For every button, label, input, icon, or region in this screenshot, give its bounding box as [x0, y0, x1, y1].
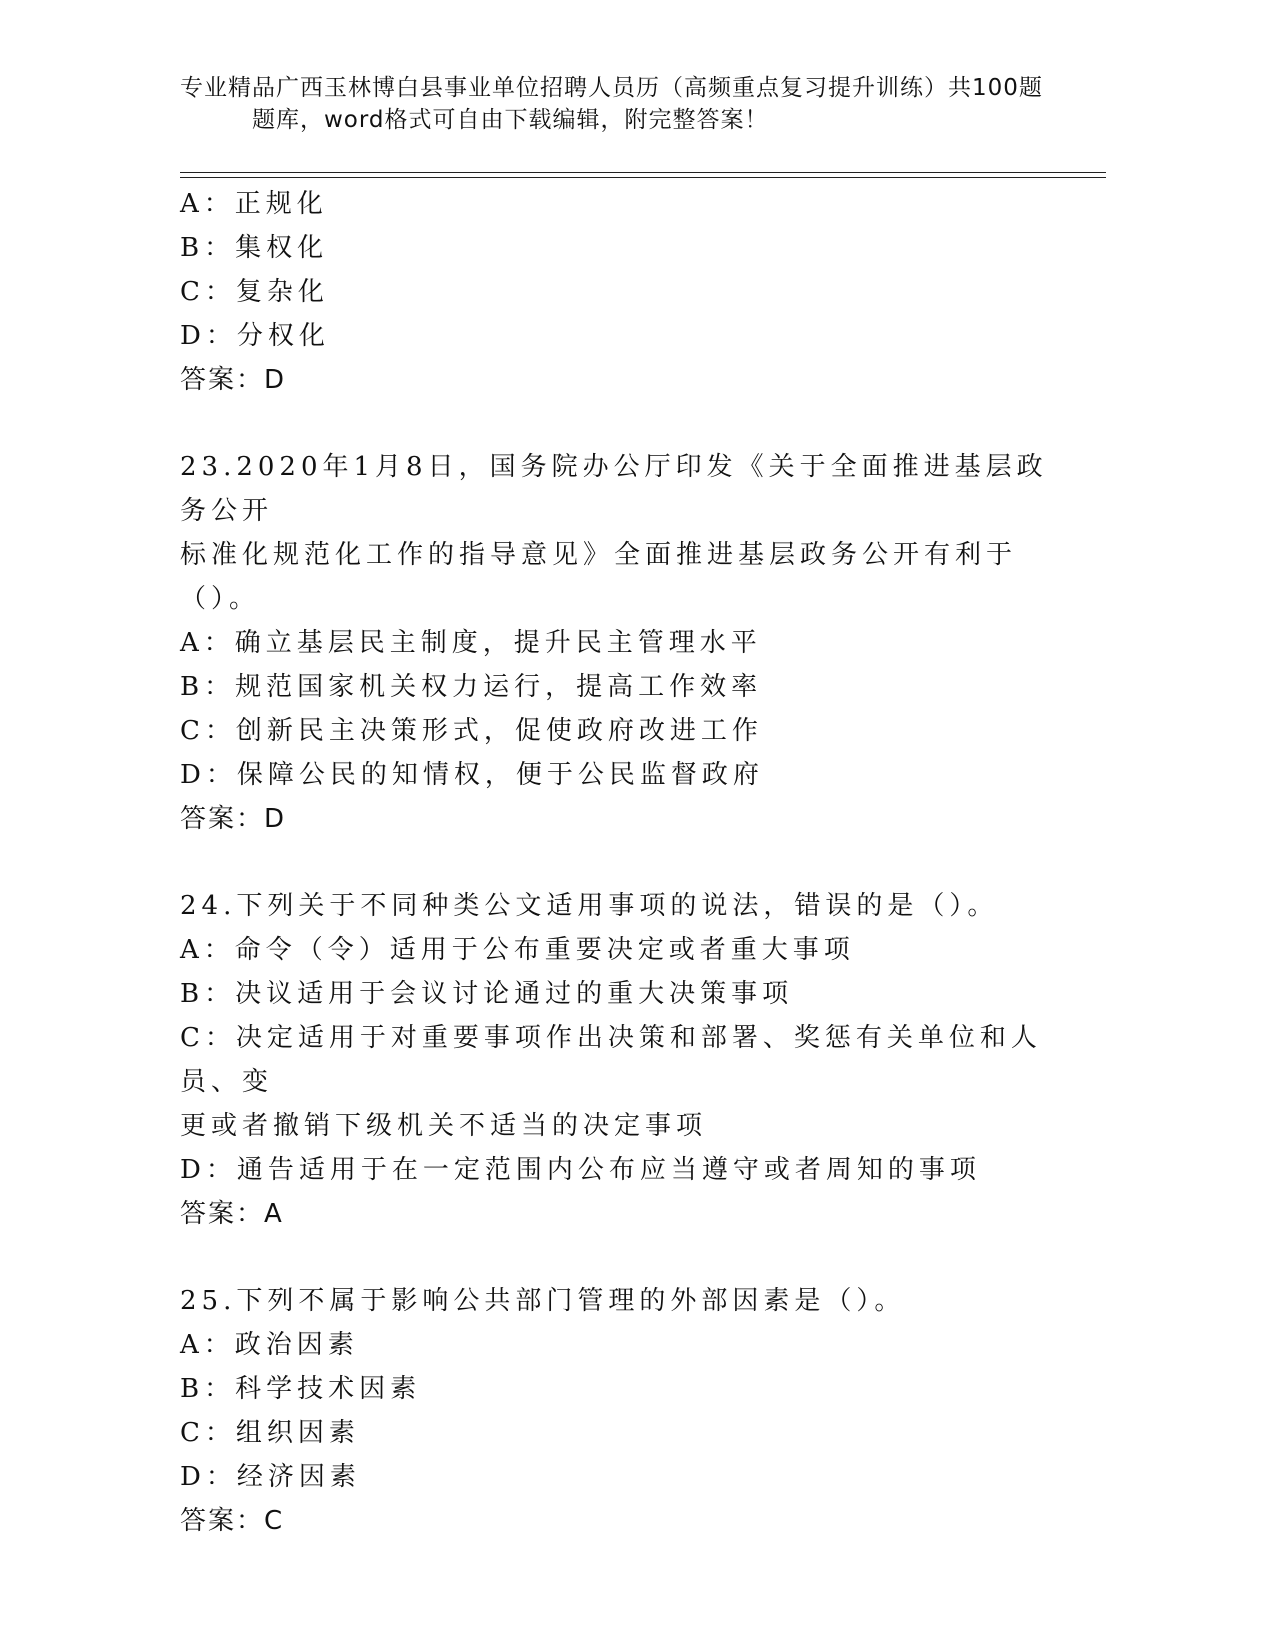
question-24	[180, 884, 1060, 1236]
question-22-tail	[180, 182, 1060, 402]
option-d: D：保障公民的知情权，便于公民监督政府	[180, 760, 764, 790]
question-stem-continued: 标准化规范化工作的指导意见》全面推进基层政务公开有利于（）。	[180, 540, 1018, 614]
document-header	[180, 72, 1100, 136]
header-title-line-1: 专业精品广西玉林博白县事业单位招聘人员历（高频重点复习提升训练）共100题	[180, 75, 1043, 101]
spacer	[180, 841, 1060, 884]
option-b: B：集权化	[180, 233, 329, 263]
option-c: C：组织因素	[180, 1418, 360, 1448]
document-body	[180, 182, 1060, 1543]
option-b: B：科学技术因素	[180, 1374, 422, 1404]
option-c: C：复杂化	[180, 277, 329, 307]
question-23	[180, 445, 1060, 841]
option-b: B：决议适用于会议讨论通过的重大决策事项	[180, 979, 794, 1009]
option-a: A：命令（令）适用于公布重要决定或者重大事项	[180, 935, 855, 965]
option-c: C：创新民主决策形式，促使政府改进工作	[180, 716, 763, 746]
option-d: D：分权化	[180, 321, 330, 351]
option-d: D：经济因素	[180, 1462, 361, 1492]
option-a: A：正规化	[180, 189, 328, 219]
option-d: D：通告适用于在一定范围内公布应当遵守或者周知的事项	[180, 1155, 981, 1185]
spacer	[180, 1236, 1060, 1279]
option-c: C：决定适用于对重要事项作出决策和部署、奖惩有关单位和人员、变	[180, 1023, 1042, 1097]
option-b: B：规范国家机关权力运行，提高工作效率	[180, 672, 763, 702]
answer-line: 答案：C	[180, 1506, 285, 1536]
question-25	[180, 1279, 1060, 1543]
answer-line: 答案：A	[180, 1199, 284, 1229]
option-a: A：确立基层民主制度，提升民主管理水平	[180, 628, 762, 658]
spacer	[180, 402, 1060, 445]
question-stem: 25.下列不属于影响公共部门管理的外部因素是（）。	[180, 1286, 906, 1316]
answer-line: 答案：D	[180, 804, 287, 834]
question-stem: 23.2020年1月8日，国务院办公厅印发《关于全面推进基层政务公开	[180, 452, 1048, 526]
question-stem: 24.下列关于不同种类公文适用事项的说法，错误的是（）。	[180, 891, 999, 921]
answer-line: 答案：D	[180, 365, 287, 395]
option-a: A：政治因素	[180, 1330, 359, 1360]
option-c-continued: 更或者撤销下级机关不适当的决定事项	[180, 1111, 708, 1141]
header-double-rule	[180, 172, 1106, 178]
header-title-line-2: 题库，word格式可自由下载编辑，附完整答案！	[252, 107, 769, 133]
